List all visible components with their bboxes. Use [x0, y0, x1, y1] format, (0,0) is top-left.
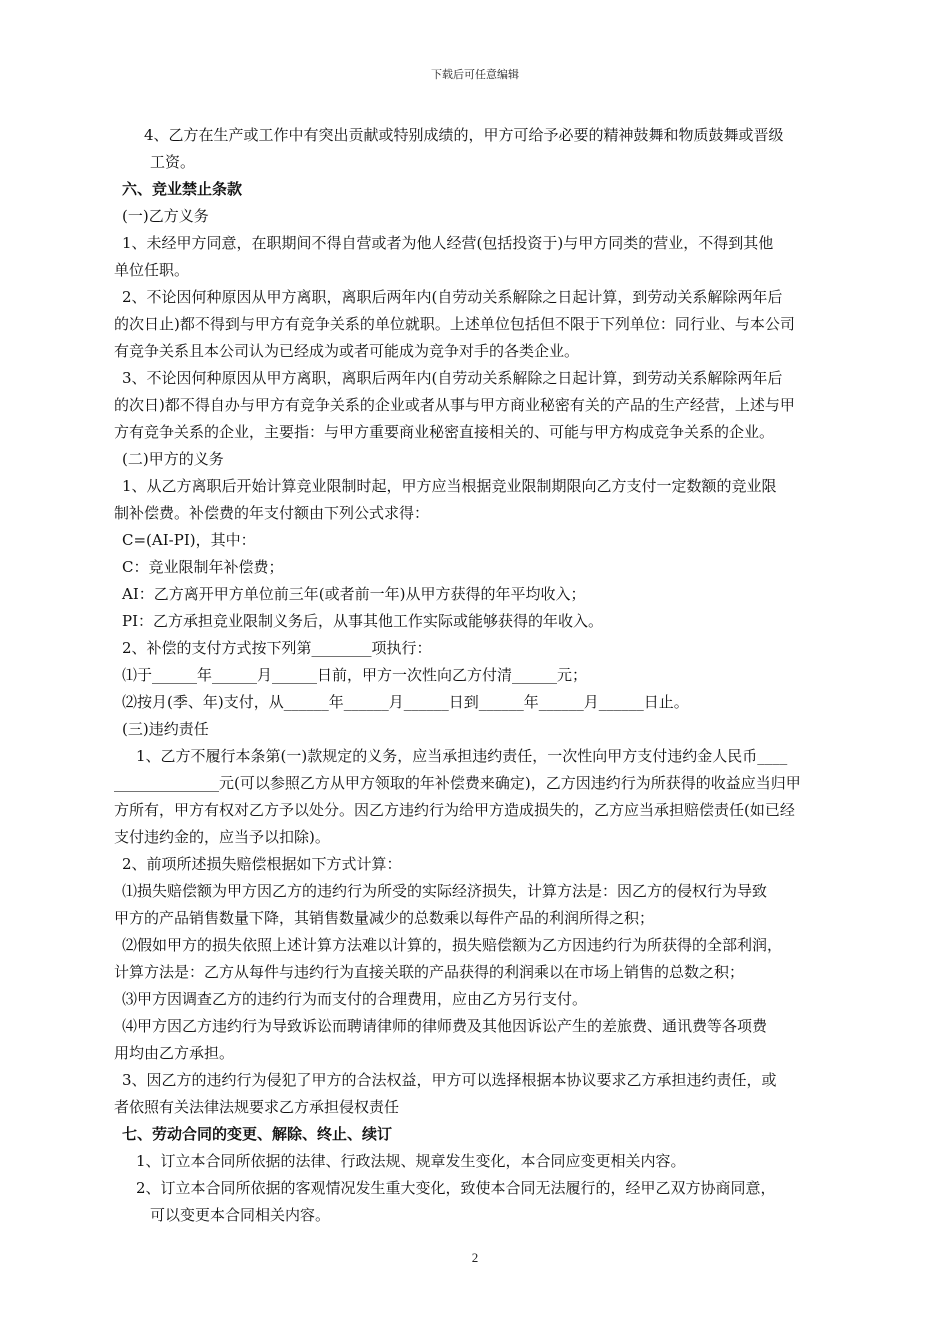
paragraph-line: 工资。 — [150, 153, 196, 171]
subsection-heading: (二)甲方的义务 — [122, 450, 224, 468]
section-heading: 六、竞业禁止条款 — [122, 180, 243, 198]
formula-line: C=(AI-PI)，其中： — [122, 531, 256, 549]
document-body — [114, 122, 854, 1229]
paragraph-line: ⑵按月(季、年)支付，从______年______月______日到______年______月______日止。 — [122, 693, 689, 711]
paragraph-line: 者依照有关法律法规要求乙方承担侵权责任 — [114, 1098, 400, 1116]
subsection-heading: (三)违约责任 — [122, 720, 209, 738]
paragraph-line: 方所有，甲方有权对乙方予以处分。因乙方违约行为给甲方造成损失的，乙方应当承担赔偿责任(如已经 — [114, 801, 795, 819]
formula-definition: PI：乙方承担竞业限制义务后，从事其他工作实际或能够获得的年收入。 — [122, 612, 604, 630]
paragraph-line: 2、不论因何种原因从甲方离职，离职后两年内(自劳动关系解除之日起计算，到劳动关系解除两年后 — [122, 288, 783, 306]
paragraph-line: 计算方法是：乙方从每件与违约行为直接关联的产品获得的利润乘以在市场上销售的总数之积； — [114, 963, 745, 981]
paragraph-line: ⑵假如甲方的损失依照上述计算方法难以计算的，损失赔偿额为乙方因违约行为所获得的全部利润， — [122, 936, 783, 954]
subsection-heading: (一)乙方义务 — [122, 207, 209, 225]
paragraph-line: 方有竞争关系的企业，主要指：与甲方重要商业秘密直接相关的、可能与甲方构成竞争关系的企业。 — [114, 423, 775, 441]
paragraph-line: 单位任职。 — [114, 261, 190, 279]
paragraph-line: ⑴于______年______月______日前，甲方一次性向乙方付清______元； — [122, 666, 588, 684]
formula-definition: C：竞业限制年补偿费； — [122, 558, 284, 576]
paragraph-line: ⑶甲方因调查乙方的违约行为而支付的合理费用，应由乙方另行支付。 — [122, 990, 588, 1008]
paragraph-line: 1、订立本合同所依据的法律、行政法规、规章发生变化，本合同应变更相关内容。 — [136, 1152, 686, 1170]
paragraph-line: 3、因乙方的违约行为侵犯了甲方的合法权益，甲方可以选择根据本协议要求乙方承担违约责任，或 — [122, 1071, 777, 1089]
paragraph-line: 1、未经甲方同意，在职期间不得自营或者为他人经营(包括投资于)与甲方同类的营业，不得到其他 — [122, 234, 774, 252]
section-heading: 七、劳动合同的变更、解除、终止、续订 — [122, 1125, 393, 1143]
paragraph-line: 2、补偿的支付方式按下列第________项执行： — [122, 639, 432, 657]
paragraph-line: 2、订立本合同所依据的客观情况发生重大变化，致使本合同无法履行的，经甲乙双方协商同意， — [136, 1179, 776, 1197]
page-header: 下载后可任意编辑 — [431, 68, 519, 81]
paragraph-line: 的次日止)都不得到与甲方有竞争关系的单位就职。上述单位包括但不限于下列单位：同行业、与本公司 — [114, 315, 795, 333]
paragraph-line: ⑷甲方因乙方违约行为导致诉讼而聘请律师的律师费及其他因诉讼产生的差旅费、通讯费等各项费 — [122, 1017, 768, 1035]
paragraph-line: 2、前项所述损失赔偿根据如下方式计算： — [122, 855, 402, 873]
page-number: 2 — [471, 1250, 479, 1265]
paragraph-line: 甲方的产品销售数量下降，其销售数量减少的总数乘以每件产品的利润所得之积； — [114, 909, 655, 927]
paragraph-line: 支付违约金的，应当予以扣除)。 — [114, 828, 330, 846]
paragraph-line: 制补偿费。补偿费的年支付额由下列公式求得： — [114, 504, 430, 522]
paragraph-line: 1、乙方不履行本条第(一)款规定的义务，应当承担违约责任，一次性向甲方支付违约金人民币____ — [136, 747, 788, 765]
paragraph-line: 4、乙方在生产或工作中有突出贡献或特别成绩的，甲方可给予必要的精神鼓舞和物质鼓舞或晋级 — [144, 126, 784, 144]
paragraph-line: 1、从乙方离职后开始计算竞业限制时起，甲方应当根据竞业限制期限向乙方支付一定数额的竞业限 — [122, 477, 777, 495]
paragraph-line: 有竞争关系且本公司认为已经成为或者可能成为竞争对手的各类企业。 — [114, 342, 580, 360]
formula-definition: AI：乙方离开甲方单位前三年(或者前一年)从甲方获得的年平均收入； — [122, 585, 586, 603]
paragraph-line: 的次日)都不得自办与甲方有竞争关系的企业或者从事与甲方商业秘密有关的产品的生产经营，上述与甲 — [114, 396, 795, 414]
paragraph-line: 用均由乙方承担。 — [114, 1044, 235, 1062]
paragraph-line: 可以变更本合同相关内容。 — [150, 1206, 331, 1224]
paragraph-line: 3、不论因何种原因从甲方离职，离职后两年内(自劳动关系解除之日起计算，到劳动关系解除两年后 — [122, 369, 783, 387]
paragraph-line: ⑴损失赔偿额为甲方因乙方的违约行为所受的实际经济损失，计算方法是：因乙方的侵权行为导致 — [122, 882, 768, 900]
paragraph-line: ______________元(可以参照乙方从甲方领取的年补偿费来确定)，乙方因违约行为所获得的收益应当归甲 — [114, 774, 801, 792]
